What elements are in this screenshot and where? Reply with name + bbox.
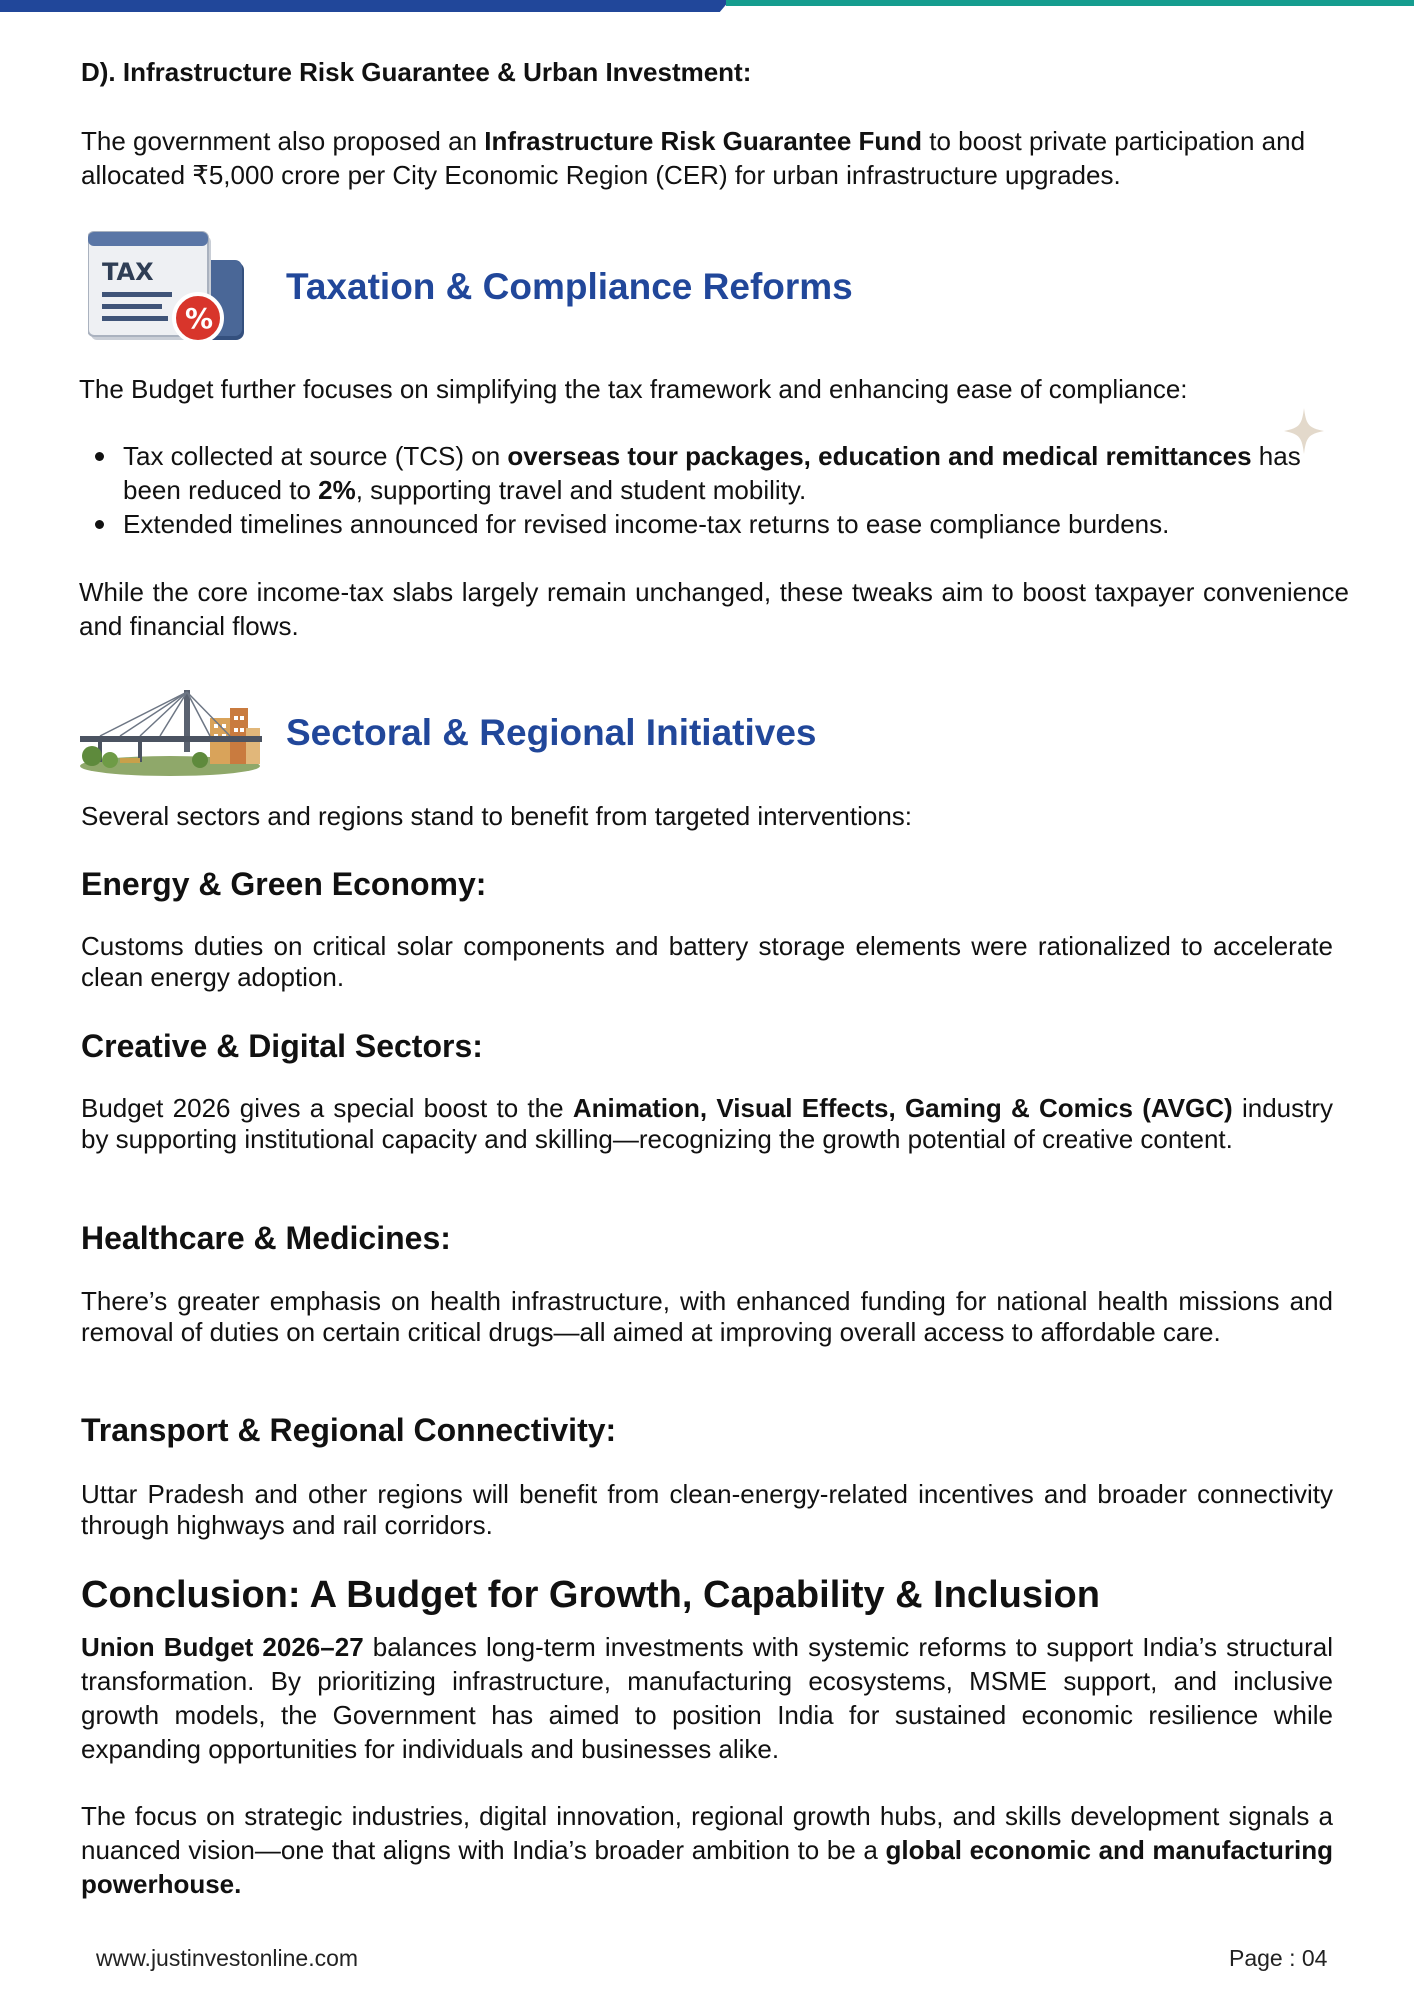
text-run: Tax collected at source (TCS) on: [123, 441, 508, 471]
creative-paragraph: [81, 1093, 1333, 1155]
text-run: has been reduced to: [123, 441, 1301, 505]
text-run: industry by supporting institutional capacity and skilling—recognizing the growth potential of creative content.: [81, 1093, 1333, 1154]
top-accent-teal: [726, 0, 1414, 6]
energy-paragraph: Customs duties on critical solar components and battery storage elements were rationalized to accelerate clean energy adoption.: [81, 931, 1333, 992]
bullet-dot: [95, 452, 104, 461]
conclusion-paragraph-2: [81, 1799, 1333, 1901]
taxation-intro: The Budget further focuses on simplifying the tax framework and enhancing ease of compliance:: [79, 374, 1188, 404]
taxation-bullet-list: [79, 439, 1349, 541]
bold-text: Union Budget 2026–27: [81, 1632, 364, 1662]
bold-text: 2%: [318, 475, 356, 505]
conclusion-paragraph-1: [81, 1630, 1333, 1766]
healthcare-heading: Healthcare & Medicines:: [81, 1220, 451, 1256]
list-item: [79, 507, 1349, 541]
tax-icon: [88, 230, 248, 345]
footer-website-link[interactable]: www.justinvestonline.com: [96, 1945, 359, 1971]
tax-document-icon: [88, 230, 248, 345]
sectoral-title: Sectoral & Regional Initiatives: [286, 712, 817, 753]
bridge-icon: [80, 684, 262, 776]
text-run: , supporting travel and student mobility.: [355, 475, 807, 505]
text-run: Extended timelines announced for revised income-tax returns to ease compliance burdens.: [123, 509, 1170, 539]
text-run: balances long-term investments with systemic reforms to support India’s structural transformation. By prioritizing infrastructure, manufacturing ecosystems, MSME support, and inclusive growth models, the Government has aimed to position India for sustained economic resilience while expanding opportunities for individuals and businesses alike.: [81, 1632, 1333, 1764]
sectoral-intro: Several sectors and regions stand to benefit from targeted interventions:: [81, 801, 913, 831]
page-number: Page : 04: [1229, 1945, 1328, 1971]
taxation-title: Taxation & Compliance Reforms: [286, 266, 853, 307]
text-run: to boost private participation and allocated ₹5,000 crore per City Economic Region (CER) for urban infrastructure upgrades.: [81, 126, 1306, 190]
bridge-city-icon: [80, 684, 262, 776]
bold-text: Animation, Visual Effects, Gaming & Comics (AVGC): [572, 1093, 1233, 1123]
bold-text: global economic and manufacturing powerhouse.: [81, 1835, 1333, 1899]
top-accent-bar: [0, 0, 1414, 12]
section-d-paragraph: [81, 124, 1331, 192]
percent-icon-label: %: [185, 302, 214, 335]
transport-paragraph: Uttar Pradesh and other regions will benefit from clean-energy-related incentives and broader connectivity through highways and rail corridors.: [81, 1479, 1333, 1540]
energy-heading: Energy & Green Economy:: [81, 866, 487, 902]
creative-heading: Creative & Digital Sectors:: [81, 1028, 483, 1064]
tax-icon-label: TAX: [102, 258, 154, 286]
bullet-dot: [95, 520, 104, 529]
text-run: The government also proposed an: [81, 126, 485, 156]
transport-heading: Transport & Regional Connectivity:: [81, 1412, 617, 1448]
healthcare-paragraph: There’s greater emphasis on health infrastructure, with enhanced funding for national health missions and removal of duties on certain critical drugs—all aimed at improving overall access to affordable care.: [81, 1286, 1333, 1347]
bold-text: Infrastructure Risk Guarantee Fund: [484, 126, 923, 156]
taxation-closing: While the core income-tax slabs largely remain unchanged, these tweaks aim to boost taxpayer convenience and financial flows.: [79, 577, 1349, 641]
text-run: Budget 2026 gives a special boost to the: [81, 1093, 573, 1123]
text-run: The focus on strategic industries, digital innovation, regional growth hubs, and skills development signals a nuanced vision—one that aligns with India’s broader ambition to be a: [81, 1801, 1333, 1865]
bold-text: overseas tour packages, education and medical remittances: [507, 441, 1252, 471]
conclusion-heading: Conclusion: A Budget for Growth, Capability & Inclusion: [81, 1574, 1100, 1616]
top-accent-blue: [0, 0, 730, 12]
list-item: [79, 439, 1349, 507]
section-d-heading: D). Infrastructure Risk Guarantee & Urban Investment:: [81, 57, 752, 87]
